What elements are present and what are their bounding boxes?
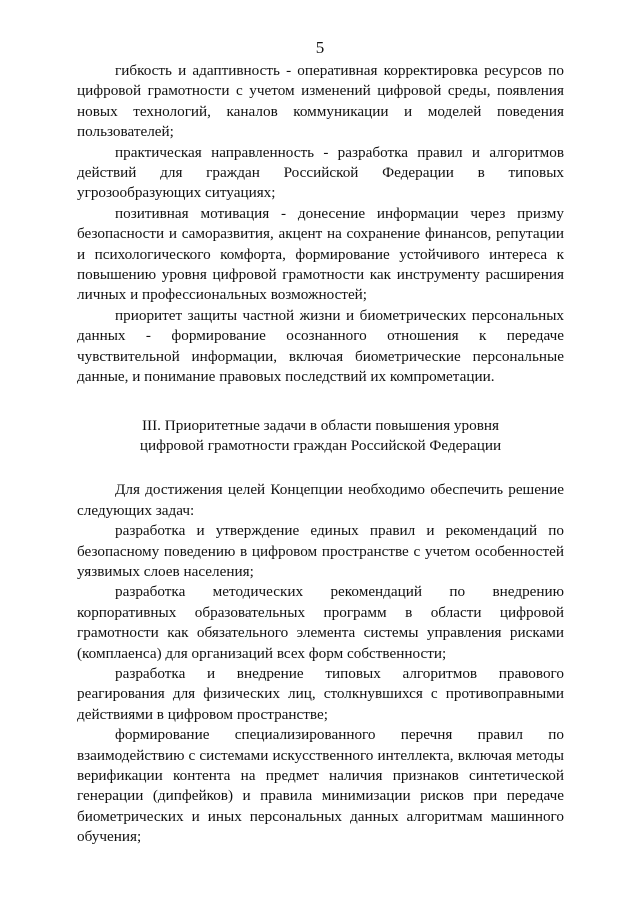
section-heading [77,416,564,457]
paragraph-positive-motivation: позитивная мотивация - донесение информации через призму безопасности и саморазвития, акцент на сохранение финансов, репутации и психологического комфорта, формирование устойчивого интереса к повышению уровня цифровой грамотности как инструменту расширения личных и профессиональных возможностей; [77,204,564,304]
document-body [77,61,564,848]
paragraph-tasks-intro: Для достижения целей Концепции необходимо обеспечить решение следующих задач: [77,481,564,519]
paragraph-practical-focus: практическая направленность - разработка правил и алгоритмов действий для граждан Российской Федерации в типовых угрозообразующих ситуациях; [77,143,564,202]
paragraph-task-unified-rules: разработка и утверждение единых правил и рекомендаций по безопасному поведению в цифровом пространстве с учетом особенностей уязвимых слоев населения; [77,522,564,580]
page-number: 5 [315,38,325,57]
section-heading-line-2: цифровой грамотности граждан Российской Федерации [139,436,502,454]
section-heading-line-1: III. Приоритетные задачи в области повышения уровня [142,416,499,434]
paragraph-task-corporate-programs: разработка методических рекомендаций по внедрению корпоративных образовательных программ в области цифровой грамотности как обязательного элемента системы управления рисками (комплаенса) для организаций всех форм собственности; [77,583,564,662]
paragraph-task-legal-response: разработка и внедрение типовых алгоритмов правового реагирования для физических лиц, столкнувшихся с противоправными действиями в цифровом пространстве; [77,664,564,723]
paragraph-task-ai-rules: формирование специализированного перечня правил по взаимодействию с системами искусственного интеллекта, включая методы верификации контента на предмет наличия признаков синтетической генерации (дипфейков) и правила минимизации рисков при передаче биометрических и иных персональных данных алгоритмам машинного обучения; [77,726,564,846]
paragraph-privacy-priority: приоритет защиты частной жизни и биометрических персональных данных - формирование осознанного отношения к передаче чувствительной информации, включая биометрические персональные данные, и понимание правовых последствий их компрометации. [77,306,564,386]
paragraph-flexibility: гибкость и адаптивность - оперативная корректировка ресурсов по цифровой грамотности с учетом изменений цифровой среды, появления новых технологий, каналов коммуникации и моделей поведения пользователей; [77,62,564,141]
